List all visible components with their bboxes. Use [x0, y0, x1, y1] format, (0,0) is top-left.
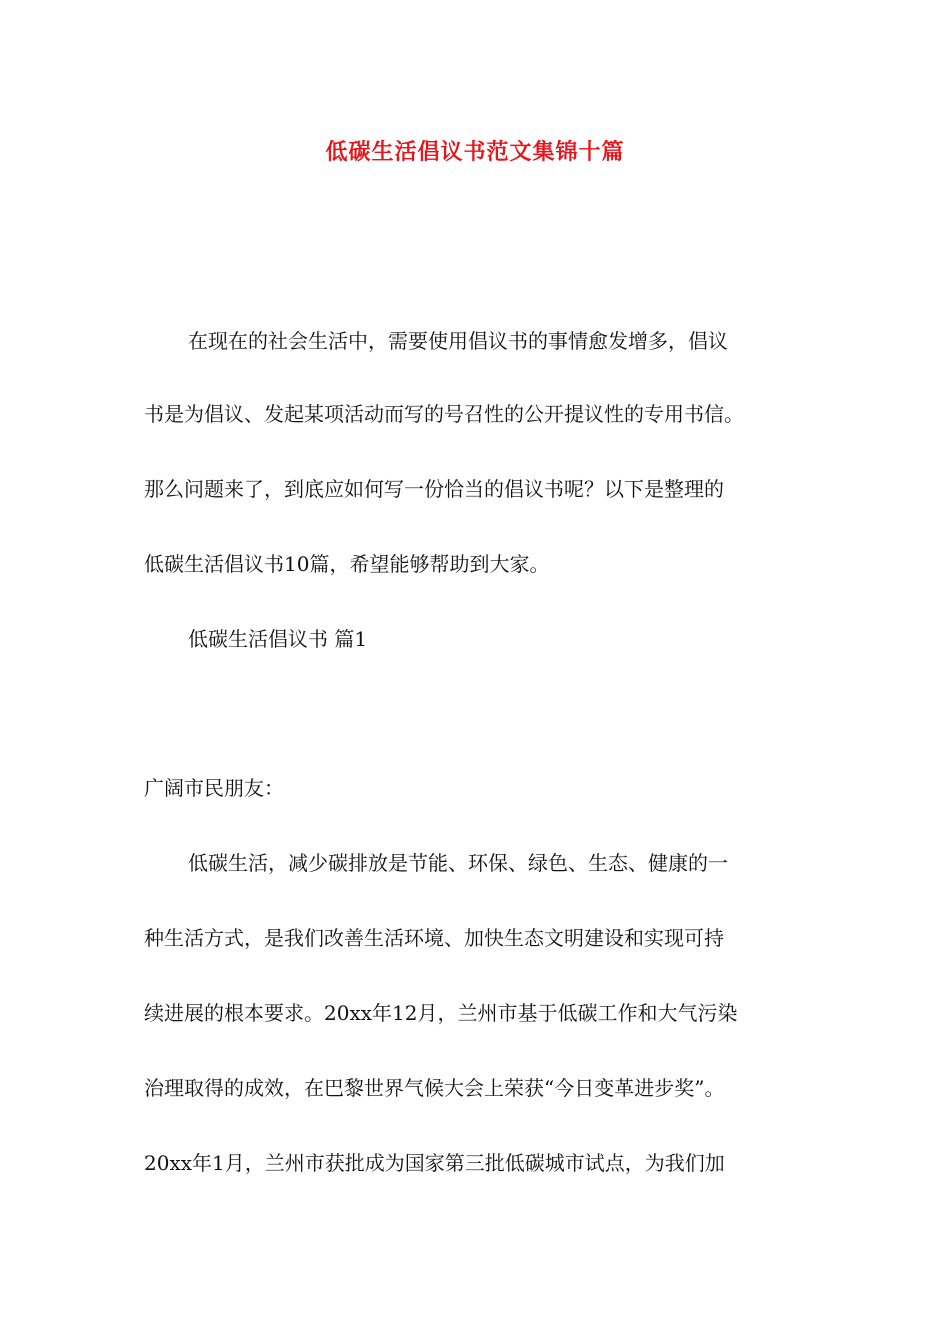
paragraph-line: 那么问题来了，到底应如何写一份恰当的倡议书呢？以下是整理的: [144, 477, 724, 501]
document-title: 低碳生活倡议书范文集锦十篇: [325, 139, 625, 165]
paragraph-line: 在现在的社会生活中，需要使用倡议书的事情愈发增多，倡议: [188, 329, 728, 353]
paragraph-line: 续进展的根本要求。20xx年12月，兰州市基于低碳工作和大气污染: [144, 1001, 738, 1025]
salutation: 广阔市民朋友：: [144, 776, 284, 800]
paragraph-line: 种生活方式，是我们改善生活环境、加快生态文明建设和实现可持: [144, 926, 724, 950]
paragraph-line: 书是为倡议、发起某项活动而写的号召性的公开提议性的专用书信。: [144, 402, 744, 426]
paragraph-line: 治理取得的成效，在巴黎世界气候大会上荣获“今日变革进步奖”。: [144, 1076, 725, 1100]
paragraph-line: 低碳生活，减少碳排放是节能、环保、绿色、生态、健康的一: [188, 851, 728, 875]
paragraph-line: 低碳生活倡议书10篇，希望能够帮助到大家。: [144, 552, 550, 576]
paragraph-line: 20xx年1月，兰州市获批成为国家第三批低碳城市试点，为我们加: [144, 1151, 725, 1175]
section-heading: 低碳生活倡议书 篇1: [188, 627, 368, 651]
